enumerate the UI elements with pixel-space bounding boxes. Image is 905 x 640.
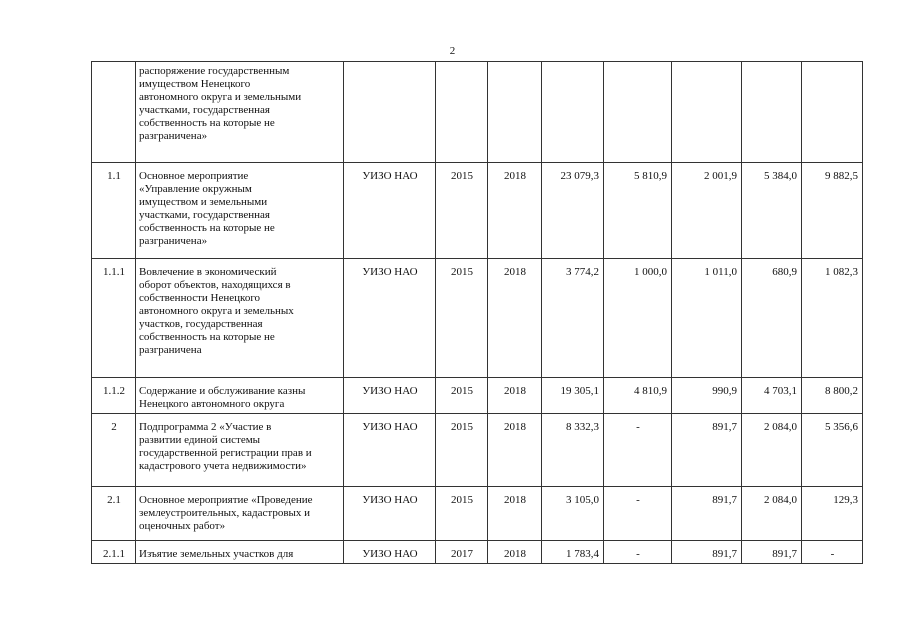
activity-name-cell [136, 62, 344, 163]
row-number-text: 2 [111, 421, 117, 433]
amount-2015-text [604, 62, 671, 69]
amount-2015-text: - [636, 548, 640, 560]
amount-2015-cell [604, 378, 672, 414]
start-year-cell [436, 163, 488, 259]
amount-2016-cell [672, 163, 742, 259]
amount-2015-cell [604, 259, 672, 378]
executor-cell [344, 487, 436, 541]
start-year-cell [436, 414, 488, 487]
activity-name-text: Вовлечение в экономический оборот объектов, находящихся в собственности Ненецкого автономного округа и земельных участков, государственная собственность на которые не разграничена [139, 266, 294, 356]
executor-cell [344, 259, 436, 378]
end-year-cell [488, 62, 542, 163]
amount-2018-text: 1 082,3 [825, 266, 858, 278]
activity-name-cell [136, 378, 344, 414]
executor-text: УИЗО НАО [362, 421, 418, 433]
total-amount-cell [542, 487, 604, 541]
end-year-text: 2018 [504, 170, 526, 182]
row-number-cell [92, 259, 136, 378]
amount-2017-cell [742, 487, 802, 541]
executor-text: УИЗО НАО [362, 170, 418, 182]
amount-2017-text: 5 384,0 [764, 170, 797, 182]
activity-name-text: Основное мероприятие «Управление окружным имуществом и земельными участками, государственная собственность на которые не разграничена» [139, 170, 275, 247]
row-number-cell [92, 378, 136, 414]
executor-text: УИЗО НАО [362, 385, 418, 397]
amount-2018-text: 5 356,6 [825, 421, 858, 433]
row-number-text: 2.1.1 [103, 548, 125, 560]
end-year-text: 2018 [504, 548, 526, 560]
start-year-cell [436, 378, 488, 414]
amount-2017-cell [742, 259, 802, 378]
amount-2015-cell [604, 414, 672, 487]
amount-2015-cell [604, 487, 672, 541]
amount-2016-cell [672, 378, 742, 414]
activity-name-text: распоряжение государственным имуществом Ненецкого автономного округа и земельными участками, государственная собственность на которые не разграничена» [139, 65, 302, 142]
amount-2016-text: 891,7 [712, 421, 737, 433]
amount-2015-text: 5 810,9 [634, 170, 667, 182]
amount-2015-text: 1 000,0 [634, 266, 667, 278]
row-number-cell [92, 414, 136, 487]
total-amount-text: 23 079,3 [560, 170, 599, 182]
amount-2017-text: 680,9 [772, 266, 797, 278]
amount-2015-cell [604, 163, 672, 259]
amount-2018-cell [802, 414, 863, 487]
total-amount-text [542, 62, 603, 69]
amount-2017-text: 4 703,1 [764, 385, 797, 397]
executor-cell [344, 378, 436, 414]
end-year-text: 2018 [504, 421, 526, 433]
total-amount-text: 3 105,0 [566, 494, 599, 506]
amount-2015-text: - [636, 494, 640, 506]
end-year-cell [488, 541, 542, 564]
table-row [92, 541, 863, 564]
amount-2018-cell [802, 163, 863, 259]
start-year-text: 2015 [451, 266, 473, 278]
amount-2016-text [672, 62, 741, 69]
amount-2016-text: 891,7 [712, 494, 737, 506]
amount-2016-text: 891,7 [712, 548, 737, 560]
amount-2018-text [802, 62, 862, 69]
total-amount-cell [542, 62, 604, 163]
executor-cell [344, 163, 436, 259]
activity-name-text: Изъятие земельных участков для [139, 548, 294, 560]
amount-2016-cell [672, 259, 742, 378]
row-number-text: 1.1.1 [103, 266, 125, 278]
table-row [92, 414, 863, 487]
amount-2018-cell [802, 259, 863, 378]
activity-name-cell [136, 487, 344, 541]
activity-name-text: Основное мероприятие «Проведение землеустроительных, кадастровых и оценочных работ» [139, 494, 313, 532]
row-number-text: 2.1 [107, 494, 121, 506]
activity-name-cell [136, 414, 344, 487]
amount-2015-text: 4 810,9 [634, 385, 667, 397]
executor-text: УИЗО НАО [362, 266, 418, 278]
amount-2016-text: 1 011,0 [704, 266, 737, 278]
row-number-cell [92, 163, 136, 259]
total-amount-text: 3 774,2 [566, 266, 599, 278]
amount-2016-text: 990,9 [712, 385, 737, 397]
row-number-cell [92, 487, 136, 541]
activity-name-cell [136, 541, 344, 564]
end-year-cell [488, 259, 542, 378]
amount-2018-text: 8 800,2 [825, 385, 858, 397]
activity-name-text: Подпрограмма 2 «Участие в развитии единой системы государственной регистрации прав и кадастрового учета недвижимости» [139, 421, 312, 472]
row-number-text: 1.1 [107, 170, 121, 182]
end-year-cell [488, 414, 542, 487]
table-row [92, 487, 863, 541]
total-amount-text: 8 332,3 [566, 421, 599, 433]
end-year-text: 2018 [504, 385, 526, 397]
executor-text [344, 62, 435, 69]
table-row [92, 259, 863, 378]
amount-2015-cell [604, 62, 672, 163]
amount-2017-cell [742, 62, 802, 163]
end-year-text [488, 62, 541, 69]
amount-2016-cell [672, 541, 742, 564]
row-number-cell [92, 541, 136, 564]
row-number-text: 1.1.2 [103, 385, 125, 397]
amount-2017-text: 891,7 [772, 548, 797, 560]
page-number: 2 [449, 45, 456, 57]
start-year-cell [436, 541, 488, 564]
executor-text: УИЗО НАО [362, 494, 418, 506]
end-year-cell [488, 487, 542, 541]
total-amount-text: 1 783,4 [566, 548, 599, 560]
amount-2015-text: - [636, 421, 640, 433]
amount-2018-cell [802, 541, 863, 564]
start-year-text: 2015 [451, 170, 473, 182]
table-row [92, 62, 863, 163]
row-number-text [92, 62, 135, 69]
start-year-text: 2017 [451, 548, 473, 560]
program-table [91, 61, 863, 564]
amount-2018-cell [802, 487, 863, 541]
start-year-text: 2015 [451, 421, 473, 433]
amount-2016-cell [672, 62, 742, 163]
amount-2017-cell [742, 378, 802, 414]
activity-name-cell [136, 259, 344, 378]
activity-name-cell [136, 163, 344, 259]
amount-2016-text: 2 001,9 [704, 170, 737, 182]
start-year-text: 2015 [451, 494, 473, 506]
amount-2018-cell [802, 62, 863, 163]
row-number-cell [92, 62, 136, 163]
total-amount-cell [542, 163, 604, 259]
amount-2017-text: 2 084,0 [764, 494, 797, 506]
amount-2018-cell [802, 378, 863, 414]
amount-2017-cell [742, 163, 802, 259]
executor-cell [344, 62, 436, 163]
total-amount-cell [542, 378, 604, 414]
amount-2015-cell [604, 541, 672, 564]
amount-2017-cell [742, 414, 802, 487]
end-year-text: 2018 [504, 494, 526, 506]
amount-2017-text [742, 62, 801, 69]
executor-text: УИЗО НАО [362, 548, 418, 560]
executor-cell [344, 541, 436, 564]
end-year-cell [488, 163, 542, 259]
amount-2017-cell [742, 541, 802, 564]
start-year-cell [436, 259, 488, 378]
start-year-text [436, 62, 487, 69]
start-year-cell [436, 62, 488, 163]
executor-cell [344, 414, 436, 487]
total-amount-cell [542, 259, 604, 378]
amount-2018-text: 9 882,5 [825, 170, 858, 182]
amount-2016-cell [672, 414, 742, 487]
total-amount-text: 19 305,1 [560, 385, 599, 397]
amount-2018-text: - [830, 548, 835, 560]
amount-2018-text: 129,3 [833, 494, 858, 506]
end-year-text: 2018 [504, 266, 526, 278]
start-year-cell [436, 487, 488, 541]
amount-2016-cell [672, 487, 742, 541]
total-amount-cell [542, 414, 604, 487]
end-year-cell [488, 378, 542, 414]
table-row [92, 378, 863, 414]
start-year-text: 2015 [451, 385, 473, 397]
table-row [92, 163, 863, 259]
total-amount-cell [542, 541, 604, 564]
activity-name-text: Содержание и обслуживание казны Ненецкого автономного округа [139, 385, 306, 410]
amount-2017-text: 2 084,0 [764, 421, 797, 433]
